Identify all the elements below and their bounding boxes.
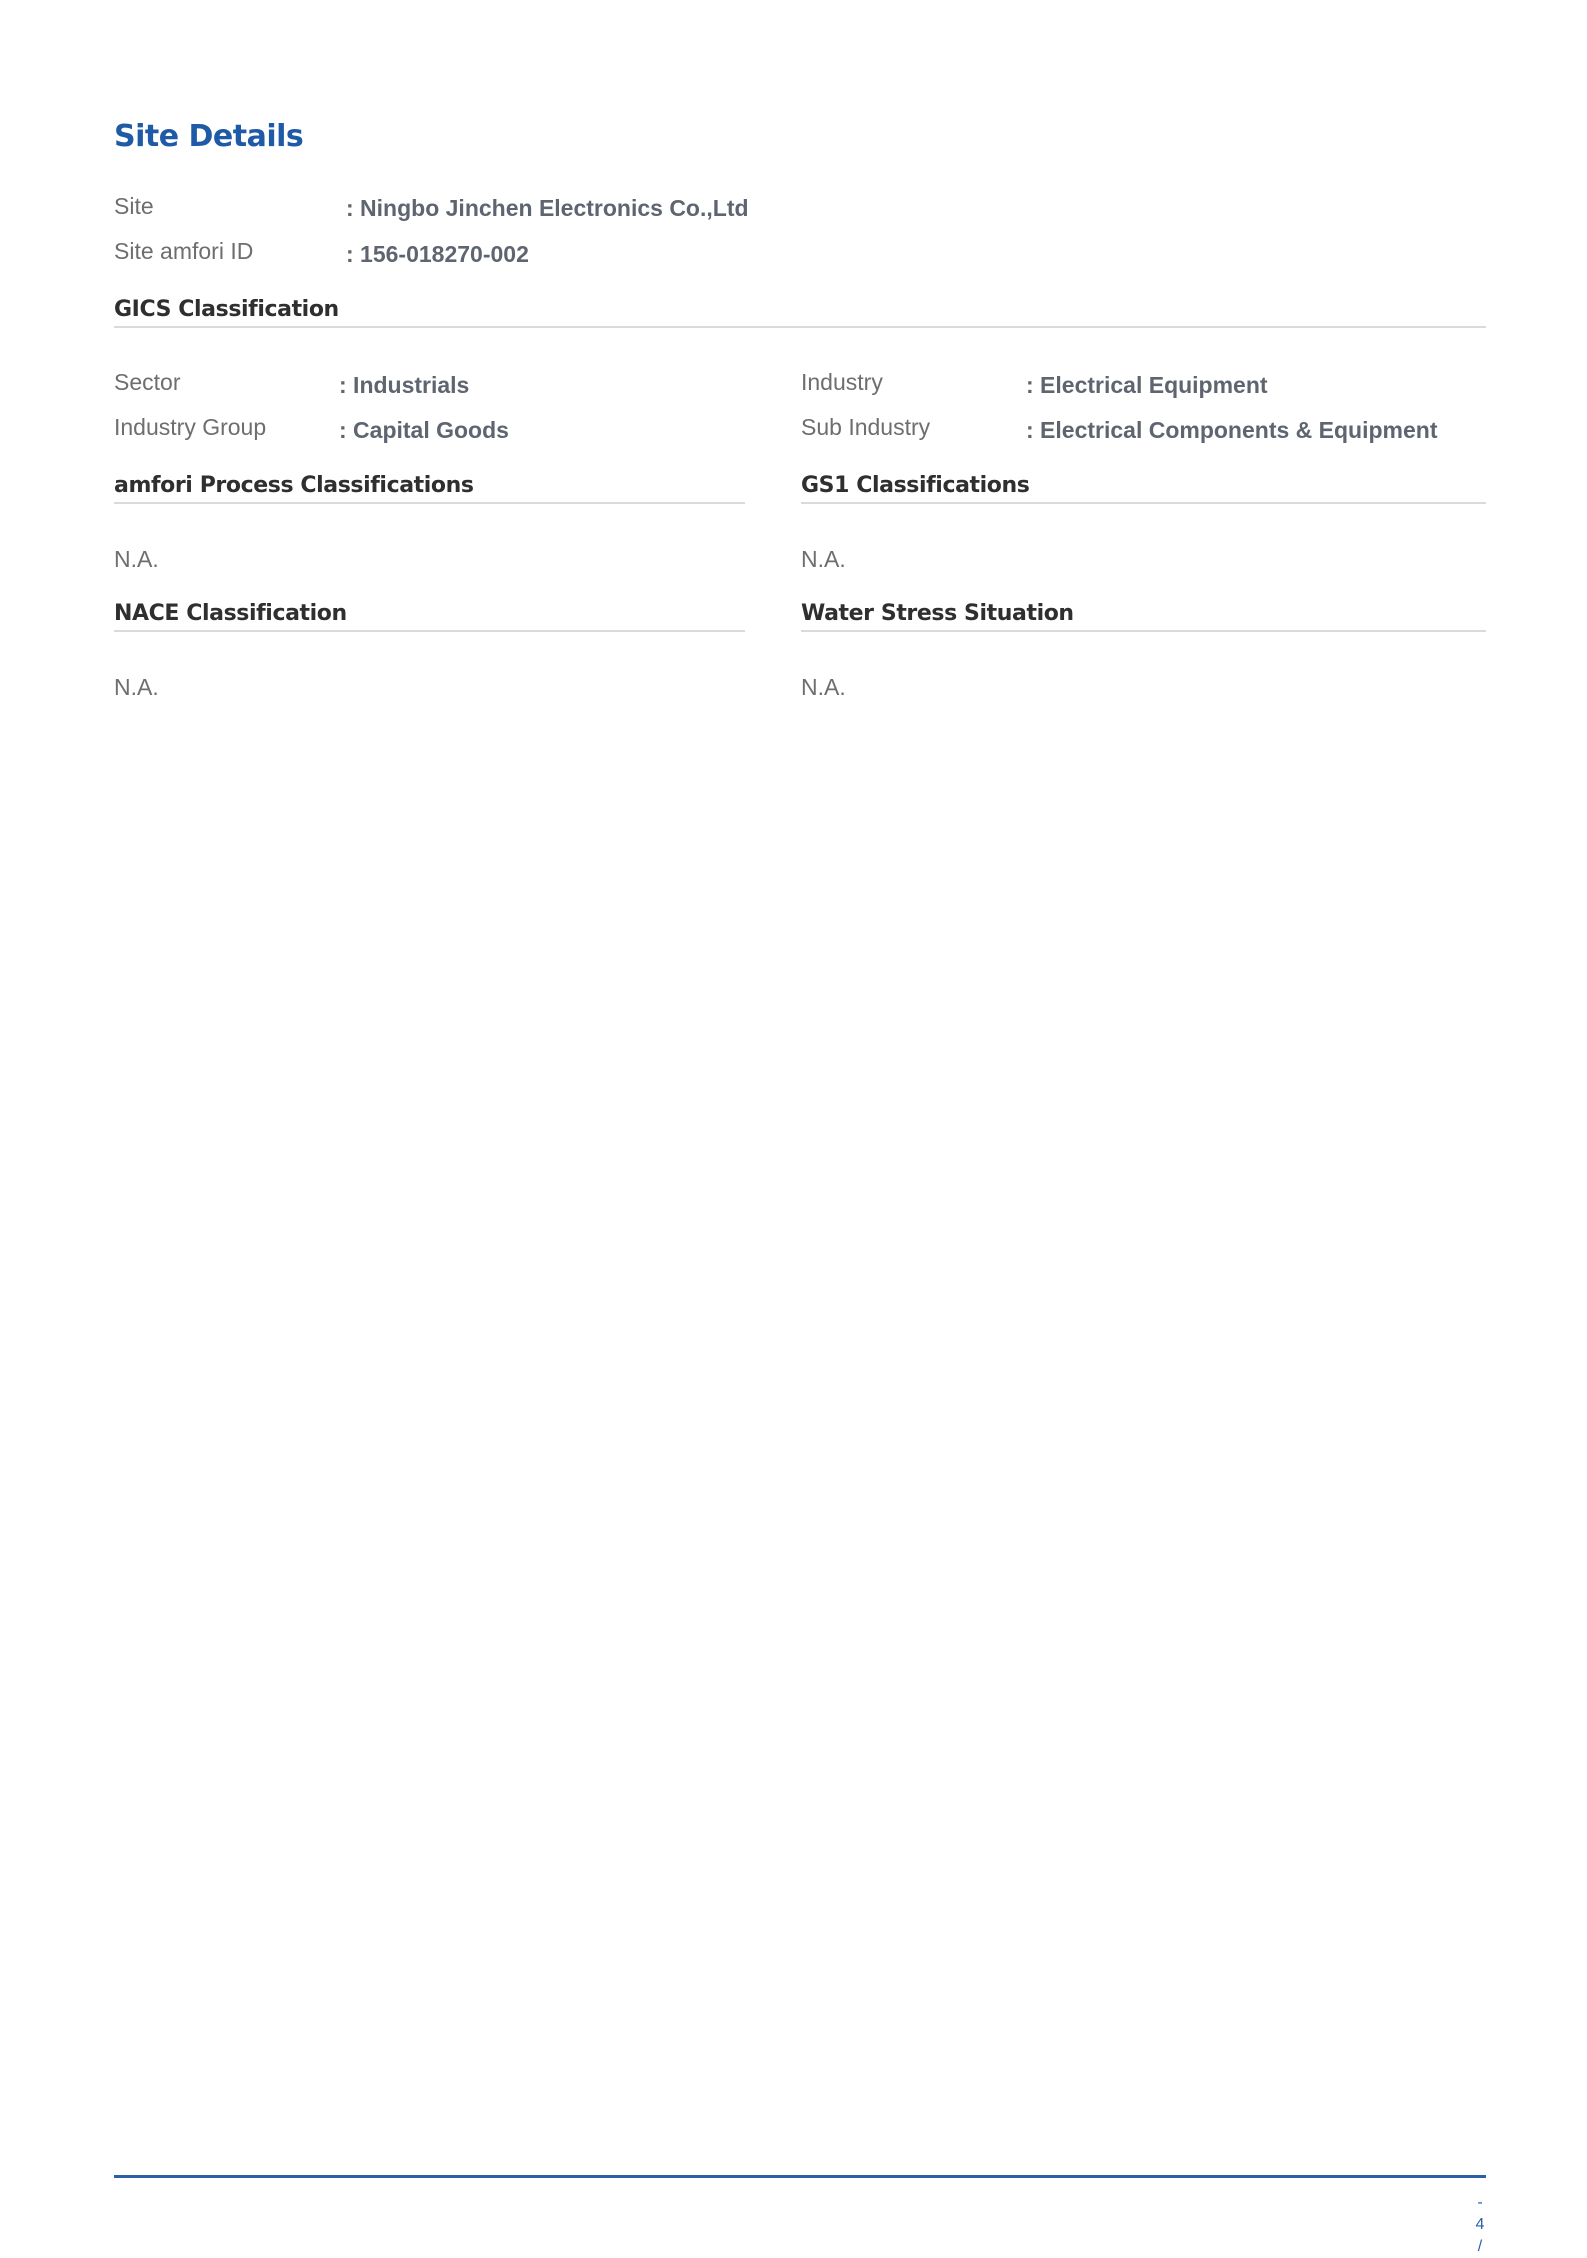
nace-divider — [114, 630, 745, 632]
nace-heading: NACE Classification — [114, 601, 347, 626]
nace-value: N.A. — [114, 674, 159, 700]
amfori-process-heading: amfori Process Classifications — [114, 473, 474, 498]
water-stress-divider — [801, 630, 1486, 632]
industry-group-value: : Capital Goods — [339, 417, 509, 443]
site-value: : Ningbo Jinchen Electronics Co.,Ltd — [346, 195, 749, 221]
gics-heading: GICS Classification — [114, 297, 339, 322]
site-label: Site — [114, 193, 154, 219]
page-marker-slash: / — [1477, 2238, 1483, 2255]
page-title: Site Details — [114, 119, 304, 154]
sub-industry-value: : Electrical Components & Equipment — [1026, 417, 1438, 443]
industry-value: : Electrical Equipment — [1026, 372, 1268, 398]
water-stress-value: N.A. — [801, 674, 846, 700]
industry-label: Industry — [801, 369, 883, 395]
footer-rule — [114, 2175, 1486, 2178]
gs1-divider — [801, 502, 1486, 504]
page-marker-dash: - — [1477, 2194, 1483, 2211]
page-number: 4 — [1475, 2216, 1485, 2233]
sector-label: Sector — [114, 369, 181, 395]
amfori-process-divider — [114, 502, 745, 504]
site-amfori-id-label: Site amfori ID — [114, 238, 254, 264]
industry-group-label: Industry Group — [114, 414, 267, 440]
page-number-marker — [1468, 2192, 1492, 2258]
site-amfori-id-value: : 156-018270-002 — [346, 241, 529, 267]
gs1-value: N.A. — [801, 546, 846, 572]
gics-divider — [114, 326, 1486, 328]
sector-value: : Industrials — [339, 372, 470, 398]
gs1-heading: GS1 Classifications — [801, 473, 1030, 498]
sub-industry-label: Sub Industry — [801, 414, 931, 440]
amfori-process-value: N.A. — [114, 546, 159, 572]
water-stress-heading: Water Stress Situation — [801, 601, 1074, 626]
